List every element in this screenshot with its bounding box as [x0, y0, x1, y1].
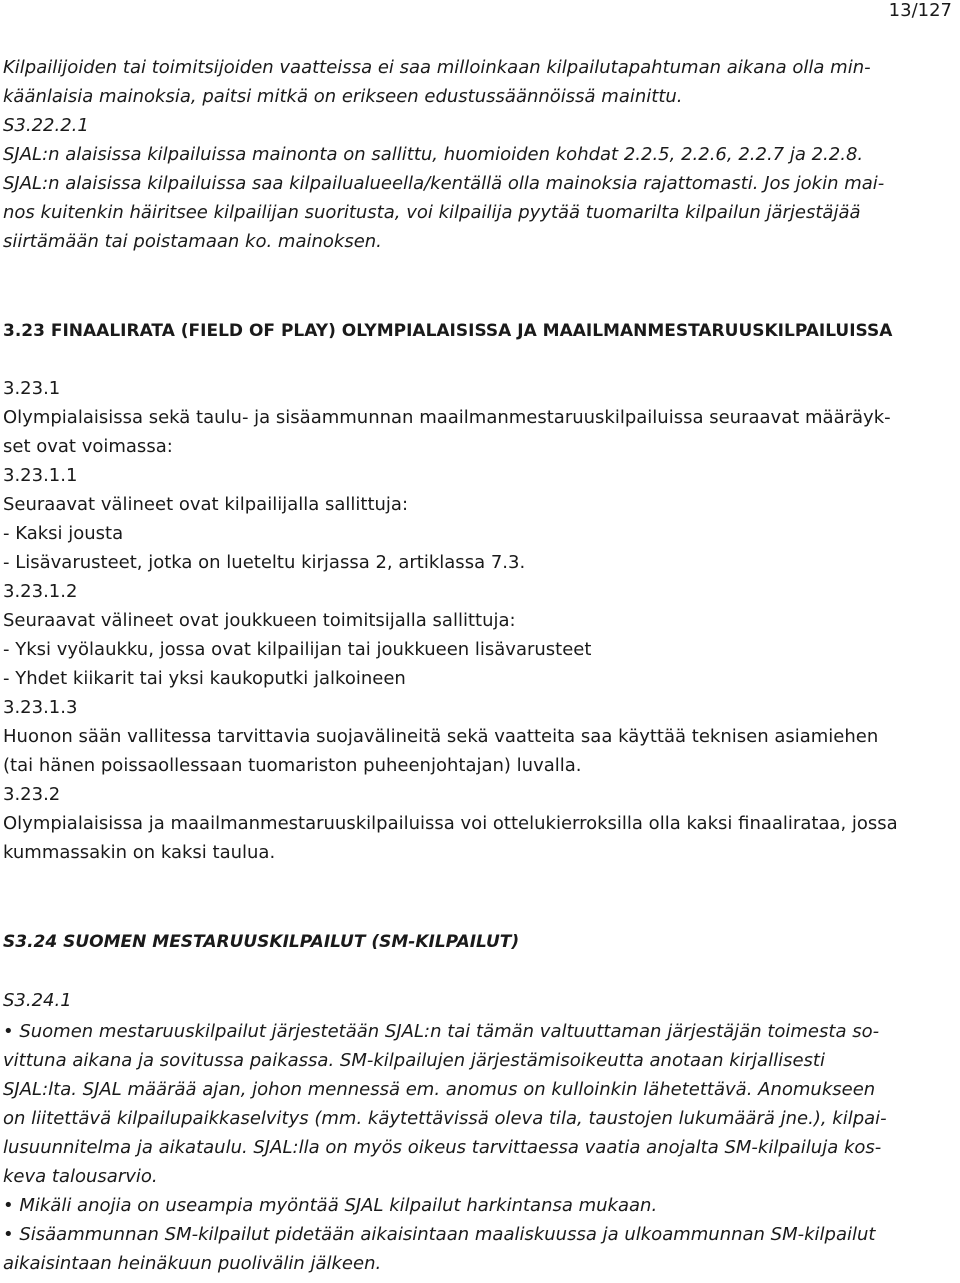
text-line: aikaisintaan heinäkuun puolivälin jälkeen. [3, 1253, 382, 1274]
section-number: 3.23.1.1 [3, 465, 78, 486]
text-line: set ovat voimassa: [3, 436, 173, 457]
text-line: kummassakin on kaksi taulua. [3, 842, 276, 863]
list-item: - Lisävarusteet, jotka on lueteltu kirjassa 2, artiklassa 7.3. [3, 552, 526, 573]
section-number: 3.23.1.3 [3, 697, 78, 718]
section-number: 3.23.1.2 [3, 581, 78, 602]
list-item: - Yhdet kiikarit tai yksi kaukoputki jalkoineen [3, 668, 406, 689]
text-line: nos kuitenkin häiritsee kilpailijan suoritusta, voi kilpailija pyytää tuomarilta kilpailun järjestäjää [3, 202, 861, 223]
text-line: keva talousarvio. [3, 1166, 158, 1187]
list-item: - Yksi vyölaukku, jossa ovat kilpailijan tai joukkueen lisävarusteet [3, 639, 592, 660]
text-line: Huonon sään vallitessa tarvittavia suojavälineitä sekä vaatteita saa käyttää teknisen asiamiehen [3, 726, 879, 747]
list-item: - Kaksi jousta [3, 523, 124, 544]
text-line: on liitettävä kilpailupaikkaselvitys (mm. käytettävissä oleva tila, taustojen lukumäärä jne.), kilpai- [3, 1108, 887, 1129]
section-number: S3.24.1 [3, 990, 72, 1011]
bullet-item: • Suomen mestaruuskilpailut järjestetään SJAL:n tai tämän valtuuttaman järjestäjän toimesta so- [3, 1021, 880, 1042]
text-line: Seuraavat välineet ovat kilpailijalla sallittuja: [3, 494, 409, 515]
text-line: vittuna aikana ja sovitussa paikassa. SM-kilpailujen järjestämisoikeutta anotaan kirjallisesti [3, 1050, 825, 1071]
text-line: lusuunnitelma ja aikataulu. SJAL:lla on myös oikeus tarvittaessa vaatia anojalta SM-kilpailuja kos- [3, 1137, 882, 1158]
text-line: siirtämään tai poistamaan ko. mainoksen. [3, 231, 382, 252]
text-line: Olympialaisissa sekä taulu- ja sisäammunnan maailmanmestaruuskilpailuissa seuraavat määräyk- [3, 407, 891, 428]
text-line: SJAL:n alaisissa kilpailuissa mainonta on sallittu, huomioiden kohdat 2.2.5, 2.2.6, 2.2.7 ja 2.2.8. [3, 144, 864, 165]
text-line: Kilpailijoiden tai toimitsijoiden vaatteissa ei saa milloinkaan kilpailutapahtuman aikana olla min- [3, 57, 871, 78]
text-line: käänlaisia mainoksia, paitsi mitkä on erikseen edustussäännöissä mainittu. [3, 86, 683, 107]
section-number: 3.23.1 [3, 378, 61, 399]
text-line: Olympialaisissa ja maailmanmestaruuskilpailuissa voi ottelukierroksilla olla kaksi finaalirataa, jossa [3, 813, 898, 834]
bullet-item: • Mikäli anojia on useampia myöntää SJAL kilpailut harkintansa mukaan. [3, 1195, 658, 1216]
text-line: SJAL:lta. SJAL määrää ajan, johon mennessä em. anomus on kulloinkin lähetettävä. Anomukseen [3, 1079, 876, 1100]
section-heading: S3.24 SUOMEN MESTARUUSKILPAILUT (SM-KILPAILUT) [3, 932, 520, 952]
text-line: (tai hänen poissaollessaan tuomariston puheenjohtajan) luvalla. [3, 755, 582, 776]
bullet-item: • Sisäammunnan SM-kilpailut pidetään aikaisintaan maaliskuussa ja ulkoammunnan SM-kilpailut [3, 1224, 876, 1245]
section-heading: 3.23 FINAALIRATA (FIELD OF PLAY) OLYMPIALAISISSA JA MAAILMANMESTARUUSKILPAILUISSA [3, 321, 893, 341]
section-number: S3.22.2.1 [3, 115, 89, 136]
text-line: SJAL:n alaisissa kilpailuissa saa kilpailualueella/kentällä olla mainoksia rajattomasti. Jos jokin mai- [3, 173, 885, 194]
text-line: Seuraavat välineet ovat joukkueen toimitsijalla sallittuja: [3, 610, 516, 631]
section-number: 3.23.2 [3, 784, 61, 805]
page-number: 13/127 [888, 0, 952, 21]
